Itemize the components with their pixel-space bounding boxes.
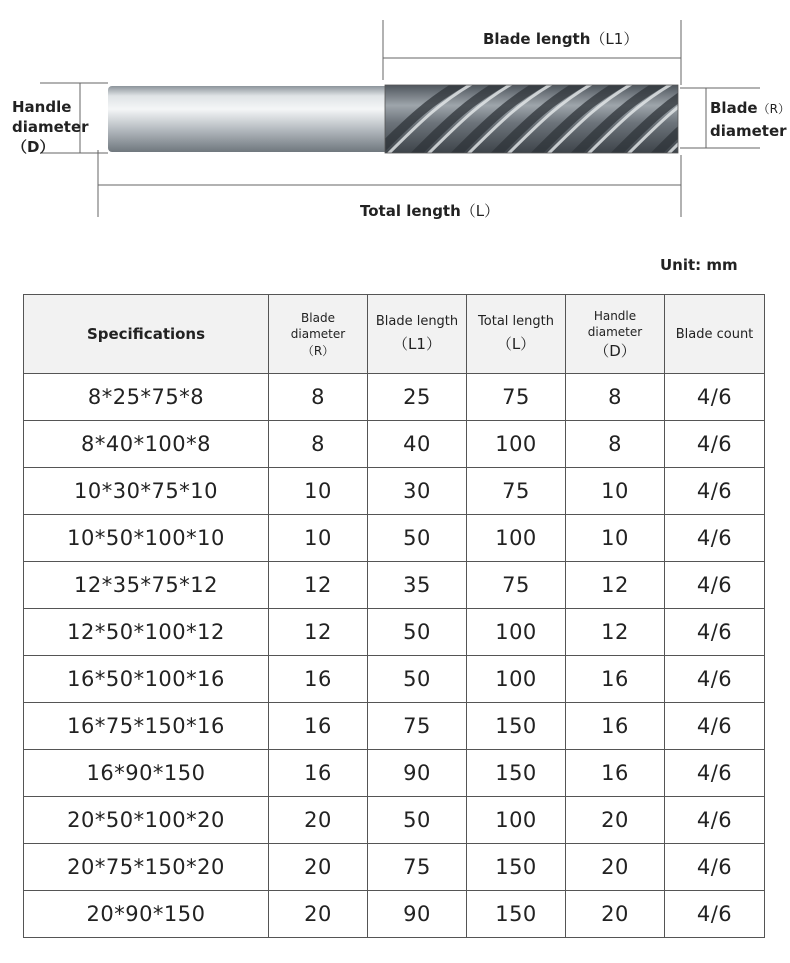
table-row	[24, 844, 765, 891]
cell-handle-diameter: 16	[566, 750, 665, 797]
cell-total-length: 150	[467, 844, 566, 891]
handle-diameter-line2: diameter	[12, 118, 89, 136]
header-blade-count	[665, 295, 765, 374]
cell-blade-diameter: 12	[269, 562, 368, 609]
blade-diameter-symbol: （R）	[757, 102, 790, 116]
cell-blade-count: 4/6	[665, 562, 765, 609]
cell-specification: 20*50*100*20	[24, 797, 269, 844]
cell-blade-count: 4/6	[665, 515, 765, 562]
cell-blade-diameter: 8	[269, 421, 368, 468]
cell-specification: 20*90*150	[24, 891, 269, 938]
handle-diameter-symbol: （D）	[12, 138, 55, 156]
table-header-row	[24, 295, 765, 374]
cell-specification: 10*50*100*10	[24, 515, 269, 562]
unit-label: Unit: mm	[660, 256, 738, 274]
cell-total-length: 75	[467, 562, 566, 609]
cell-total-length: 100	[467, 797, 566, 844]
cell-handle-diameter: 8	[566, 374, 665, 421]
cell-specification: 8*25*75*8	[24, 374, 269, 421]
end-mill-drawing	[0, 0, 790, 235]
cell-blade-length: 25	[368, 374, 467, 421]
header-blade-diameter-line1: Blade	[301, 310, 335, 325]
specification-table	[23, 294, 765, 938]
header-blade-length	[368, 295, 467, 374]
cell-blade-diameter: 16	[269, 750, 368, 797]
cell-specification: 8*40*100*8	[24, 421, 269, 468]
table-body	[24, 374, 765, 938]
cell-total-length: 150	[467, 750, 566, 797]
blade-diameter-label	[710, 97, 790, 142]
table-row	[24, 656, 765, 703]
header-blade-count-text: Blade count	[675, 326, 754, 342]
header-handle-diameter	[566, 295, 665, 374]
cell-handle-diameter: 20	[566, 797, 665, 844]
cell-blade-diameter: 8	[269, 374, 368, 421]
cell-specification: 12*35*75*12	[24, 562, 269, 609]
header-handle-diameter-line2: diameter	[587, 324, 643, 339]
cell-blade-length: 90	[368, 891, 467, 938]
cell-blade-length: 50	[368, 609, 467, 656]
table-row	[24, 515, 765, 562]
cell-handle-diameter: 10	[566, 515, 665, 562]
end-mill-diagram	[0, 0, 790, 235]
cell-specification: 16*50*100*16	[24, 656, 269, 703]
total-length-text: Total length	[360, 202, 461, 220]
cell-total-length: 150	[467, 891, 566, 938]
cell-total-length: 100	[467, 421, 566, 468]
total-length-symbol: （L）	[460, 202, 500, 220]
cell-blade-count: 4/6	[665, 750, 765, 797]
table-row	[24, 421, 765, 468]
handle-diameter-line1: Handle	[12, 98, 72, 116]
cell-handle-diameter: 20	[566, 891, 665, 938]
header-handle-diameter-line1: Handle	[593, 308, 637, 323]
cell-blade-count: 4/6	[665, 468, 765, 515]
table-row	[24, 374, 765, 421]
table-row	[24, 891, 765, 938]
blade-length-symbol: （L1）	[590, 30, 639, 48]
cell-specification: 16*75*150*16	[24, 703, 269, 750]
cell-total-length: 100	[467, 656, 566, 703]
cell-blade-count: 4/6	[665, 374, 765, 421]
blade-diameter-line1: Blade	[710, 99, 758, 117]
cell-blade-length: 90	[368, 750, 467, 797]
header-specifications	[24, 295, 269, 374]
cell-specification: 16*90*150	[24, 750, 269, 797]
cell-handle-diameter: 10	[566, 468, 665, 515]
table-row	[24, 750, 765, 797]
cell-blade-length: 75	[368, 844, 467, 891]
header-blade-diameter-line2: diameter	[290, 326, 346, 341]
cell-blade-length: 50	[368, 797, 467, 844]
cell-blade-diameter: 16	[269, 703, 368, 750]
cell-blade-count: 4/6	[665, 891, 765, 938]
cell-blade-diameter: 10	[269, 515, 368, 562]
header-blade-diameter-symbol: （R）	[301, 343, 335, 358]
cell-handle-diameter: 20	[566, 844, 665, 891]
cell-handle-diameter: 16	[566, 656, 665, 703]
cell-specification: 12*50*100*12	[24, 609, 269, 656]
cell-blade-count: 4/6	[665, 797, 765, 844]
cell-handle-diameter: 12	[566, 562, 665, 609]
table-row	[24, 468, 765, 515]
header-specifications-text: Specifications	[86, 325, 206, 343]
blade-length-label	[483, 29, 638, 50]
cell-handle-diameter: 8	[566, 421, 665, 468]
header-total-length-symbol: （L）	[496, 335, 536, 353]
blade-length-text: Blade length	[483, 30, 591, 48]
header-total-length	[467, 295, 566, 374]
cell-blade-diameter: 12	[269, 609, 368, 656]
cell-total-length: 100	[467, 515, 566, 562]
blade-diameter-line2: diameter	[710, 122, 787, 140]
cell-blade-length: 30	[368, 468, 467, 515]
header-total-length-text: Total length	[478, 314, 554, 329]
cell-handle-diameter: 16	[566, 703, 665, 750]
header-blade-length-symbol: （L1）	[393, 335, 441, 353]
cell-blade-count: 4/6	[665, 844, 765, 891]
cell-blade-diameter: 20	[269, 844, 368, 891]
cell-blade-count: 4/6	[665, 703, 765, 750]
cell-total-length: 75	[467, 468, 566, 515]
cell-blade-length: 35	[368, 562, 467, 609]
table-row	[24, 609, 765, 656]
table-row	[24, 703, 765, 750]
table-row	[24, 562, 765, 609]
cell-total-length: 150	[467, 703, 566, 750]
cell-blade-diameter: 10	[269, 468, 368, 515]
total-length-label	[360, 201, 499, 222]
shank	[108, 86, 390, 152]
handle-diameter-label	[12, 97, 89, 157]
header-blade-length-text: Blade length	[375, 314, 459, 329]
cell-blade-count: 4/6	[665, 421, 765, 468]
header-handle-diameter-symbol: （D）	[594, 341, 636, 360]
cell-total-length: 75	[467, 374, 566, 421]
table-row	[24, 797, 765, 844]
cell-specification: 10*30*75*10	[24, 468, 269, 515]
cell-blade-length: 50	[368, 656, 467, 703]
cell-blade-length: 75	[368, 703, 467, 750]
cell-handle-diameter: 12	[566, 609, 665, 656]
cell-blade-diameter: 20	[269, 891, 368, 938]
cell-blade-diameter: 16	[269, 656, 368, 703]
cell-specification: 20*75*150*20	[24, 844, 269, 891]
header-blade-diameter	[269, 295, 368, 374]
cell-blade-count: 4/6	[665, 656, 765, 703]
cell-total-length: 100	[467, 609, 566, 656]
cell-blade-length: 40	[368, 421, 467, 468]
cell-blade-diameter: 20	[269, 797, 368, 844]
cell-blade-length: 50	[368, 515, 467, 562]
cell-blade-count: 4/6	[665, 609, 765, 656]
